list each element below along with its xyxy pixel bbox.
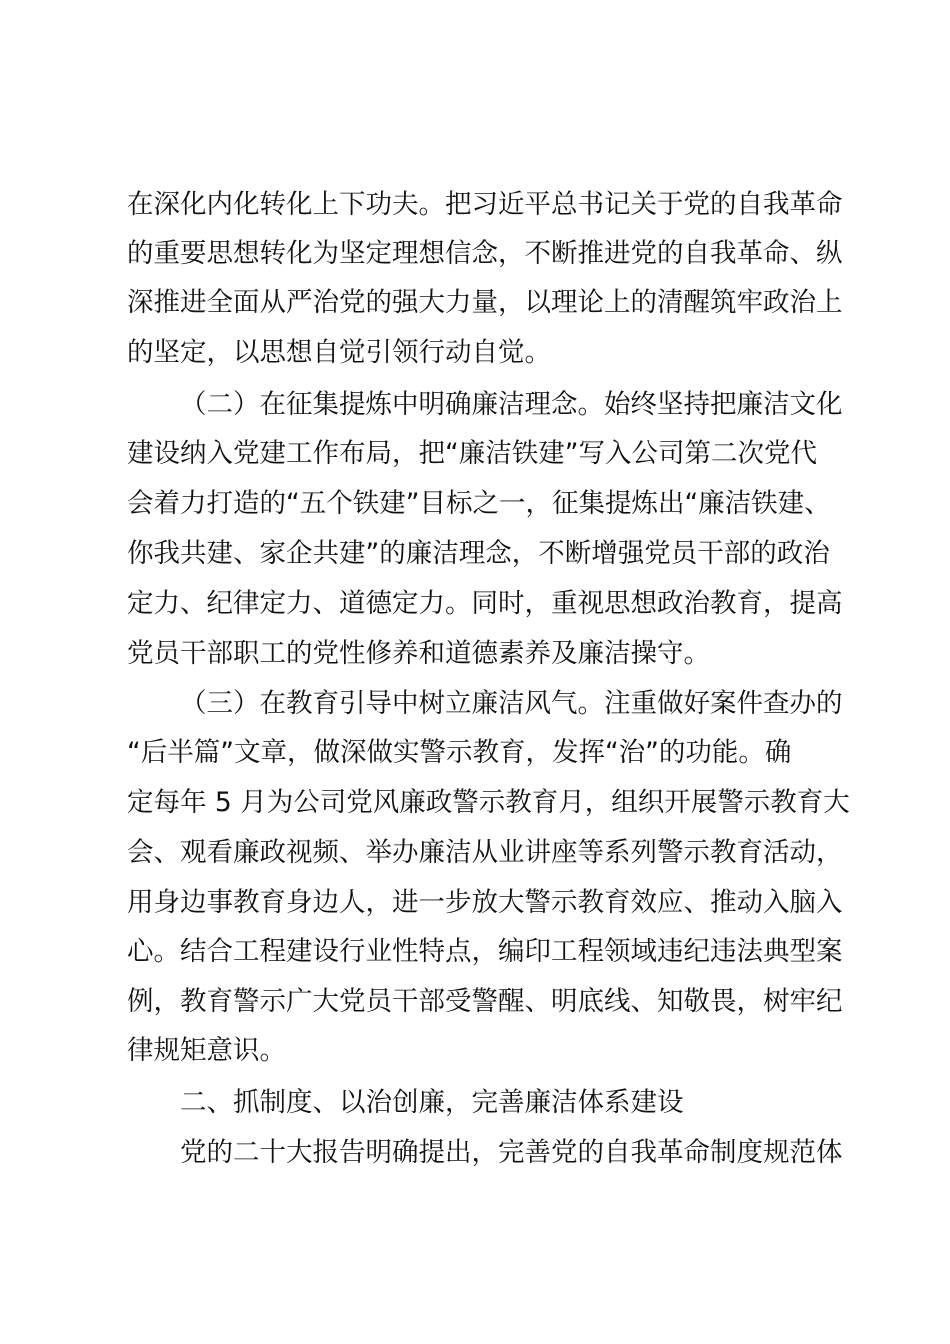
- text-line: 深推进全面从严治党的强大力量，以理论上的清醒筑牢政治上: [127, 287, 843, 318]
- text-line: “后半篇”文章，做深做实警示教育，发挥“治”的功能。确: [127, 737, 792, 768]
- text-line: 在深化内化转化上下功夫。把习近平总书记关于党的自我革命: [127, 189, 843, 220]
- text-line: 定每年 5 月为公司党风廉政警示教育月，组织开展警示教育大: [127, 787, 850, 818]
- paragraph-first-line: （二）在征集提炼中明确廉洁理念。始终坚持把廉洁文化: [180, 389, 843, 420]
- text-line: 建设纳入党建工作布局，把“廉洁铁建”写入公司第二次党代: [127, 438, 817, 469]
- text-line: 定力、纪律定力、道德定力。同时，重视思想政治教育，提高: [127, 588, 843, 619]
- section-heading: 二、抓制度、以治创廉，完善廉洁体系建设: [180, 1087, 684, 1118]
- text-line: 的重要思想转化为坚定理想信念，不断推进党的自我革命、纵: [127, 238, 843, 269]
- text-line: 党员干部职工的党性修养和道德素养及廉洁操守。: [127, 638, 710, 669]
- text-line: 的坚定，以思想自觉引领行动自觉。: [127, 337, 551, 368]
- text-line: 会、观看廉政视频、举办廉洁从业讲座等系列警示教育活动，: [127, 837, 843, 868]
- paragraph-first-line: 党的二十大报告明确提出，完善党的自我革命制度规范体: [180, 1137, 843, 1168]
- text-line: 你我共建、家企共建”的廉洁理念，不断增强党员干部的政治: [127, 538, 830, 569]
- text-line: 会着力打造的“五个铁建”目标之一，征集提炼出“廉洁铁建、: [127, 488, 831, 519]
- text-line: 心。结合工程建设行业性特点，编印工程领域违纪违法典型案: [127, 936, 843, 967]
- text-line: 例，教育警示广大党员干部受警醒、明底线、知敬畏，树牢纪: [127, 986, 843, 1017]
- paragraph-first-line: （三）在教育引导中树立廉洁风气。注重做好案件查办的: [180, 688, 843, 719]
- text-line: 律规矩意识。: [127, 1035, 286, 1066]
- text-line: 用身边事教育身边人，进一步放大警示教育效应、推动入脑入: [127, 887, 843, 918]
